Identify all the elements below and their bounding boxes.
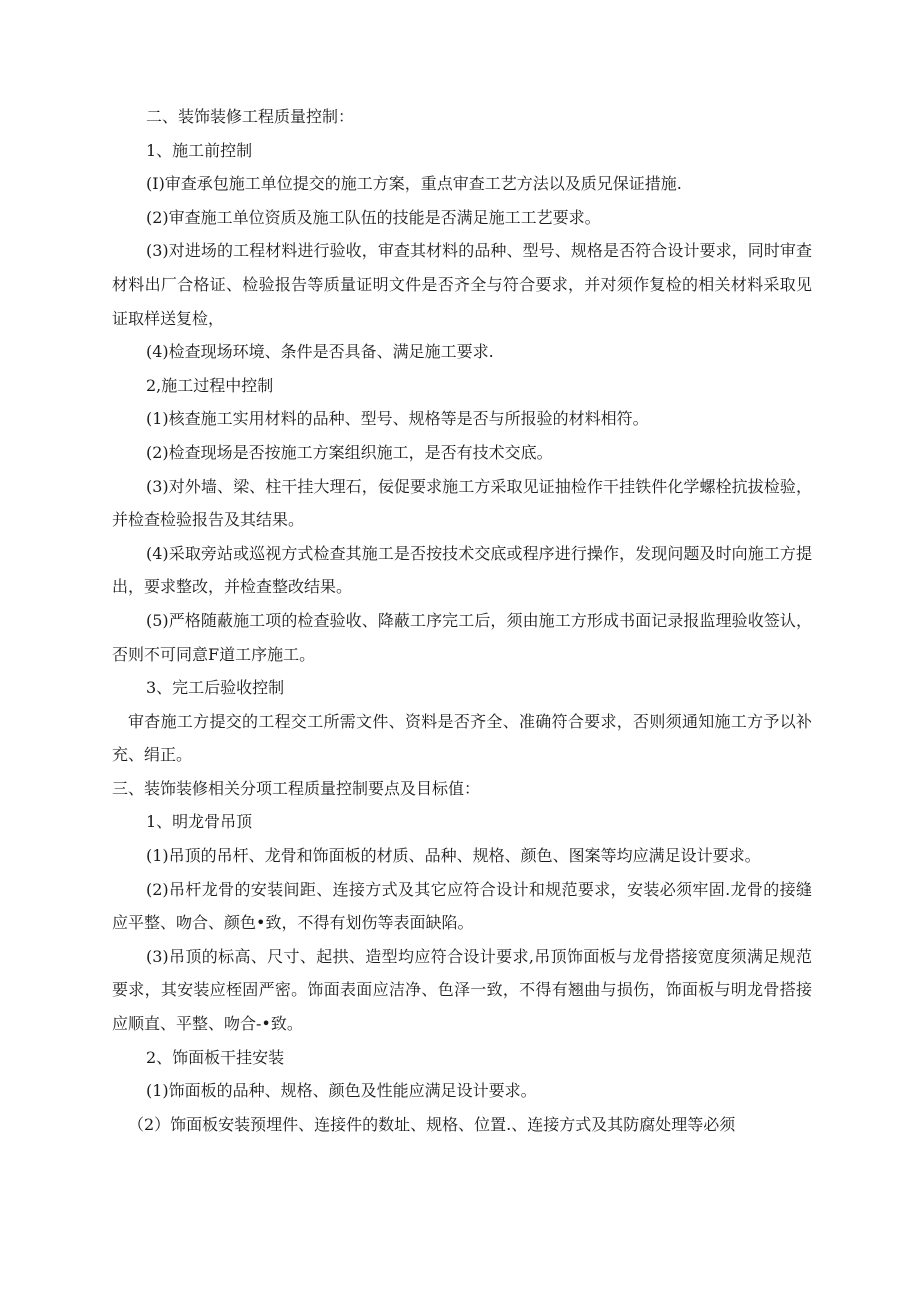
section-heading-3: 三、装饰装修相关分项工程质量控制要点及目标值： (112, 778, 481, 798)
subheading-dry-hanging: 2、饰面板干挂安装 (146, 1047, 285, 1067)
paragraph: (1)吊顶的吊杆、龙骨和饰面板的材质、品种、规格、颜色、图案等均应满足设计要求。 (146, 846, 761, 866)
paragraph: (4)采取旁站或巡视方式检查其施工是否按技术交底或程序进行操作，发现问题及时向施工方提出，要求整改，并检查整改结果。 (112, 543, 812, 597)
paragraph: (3)对外墙、梁、柱干挂大理石，佞促要求施工方采取见证抽检作干挂铁件化学螺栓抗拔检验，并检查检验报告及其结果。 (112, 476, 812, 530)
paragraph: （2）饰面板安装预埋件、连接件的数址、规格、位置.、连接方式及其防腐处理等必须 (128, 1114, 736, 1134)
paragraph: (3)对进场的工程材料进行验收，审查其材料的品种、型号、规格是否符合设计要求，同时审查材料出厂合格证、检验报告等质量证明文件是否齐全与符合要求，并对须作复检的相关材料采取见证取样送复检， (112, 241, 812, 328)
paragraph: (2)吊杆龙骨的安装间距、连接方式及其它应符合设计和规范要求，安装必须牢固.龙骨的接缝应平整、吻合、颜色•致，不得有划伤等表面缺陷。 (112, 879, 812, 933)
section-heading-2: 二、装饰装修工程质量控制： (146, 107, 355, 126)
paragraph: (1)核查施工实用材料的品种、型号、规格等是否与所报验的材料相符。 (146, 409, 649, 429)
paragraph: (2)审查施工单位资质及施工队伍的技能是否满足施工工艺要求。 (146, 207, 601, 227)
subheading-in-process: 2,施工过程中控制 (146, 375, 274, 395)
subheading-ceiling: 1、明龙骨吊顶 (146, 812, 253, 832)
paragraph: 审杳施工方提交的工程交工所需文件、资料是否齐全、准确符合要求，否则须通知施工方予以补充、绢正。 (112, 711, 812, 765)
subheading-completion: 3、完工后验收控制 (146, 678, 285, 698)
paragraph: (4)检查现场环境、条件是否具备、满足施工要求. (146, 342, 494, 362)
paragraph: (I)审查承包施工单位提交的施工方案，重点审查工艺方法以及质兄保证措施. (146, 174, 682, 194)
document-body (112, 100, 812, 1141)
paragraph: (2)检查现场是否按施工方案组织施工，是否有技术交底。 (146, 442, 553, 462)
paragraph: (3)吊顶的标高、尺寸、起拱、造型均应符合设计要求,吊顶饰面板与龙骨搭接宽度须满足规范要求，其安装应桎固严密。饰面表面应洁净、色泽一致，不得有翘曲与损伤，饰面板与明龙骨搭接应顺直、平整、吻合-•致。 (112, 946, 812, 1034)
subheading-pre-construction: 1、施工前控制 (146, 140, 253, 160)
paragraph: (1)饰面板的品种、规格、颜色及性能应满足设计要求。 (146, 1081, 537, 1101)
paragraph: (5)严格随蔽施工项的检查验收、降蔽工序完工后，须由施工方形成书面记录报监理验收签认，否则不可同意F道工序施工。 (112, 610, 812, 664)
